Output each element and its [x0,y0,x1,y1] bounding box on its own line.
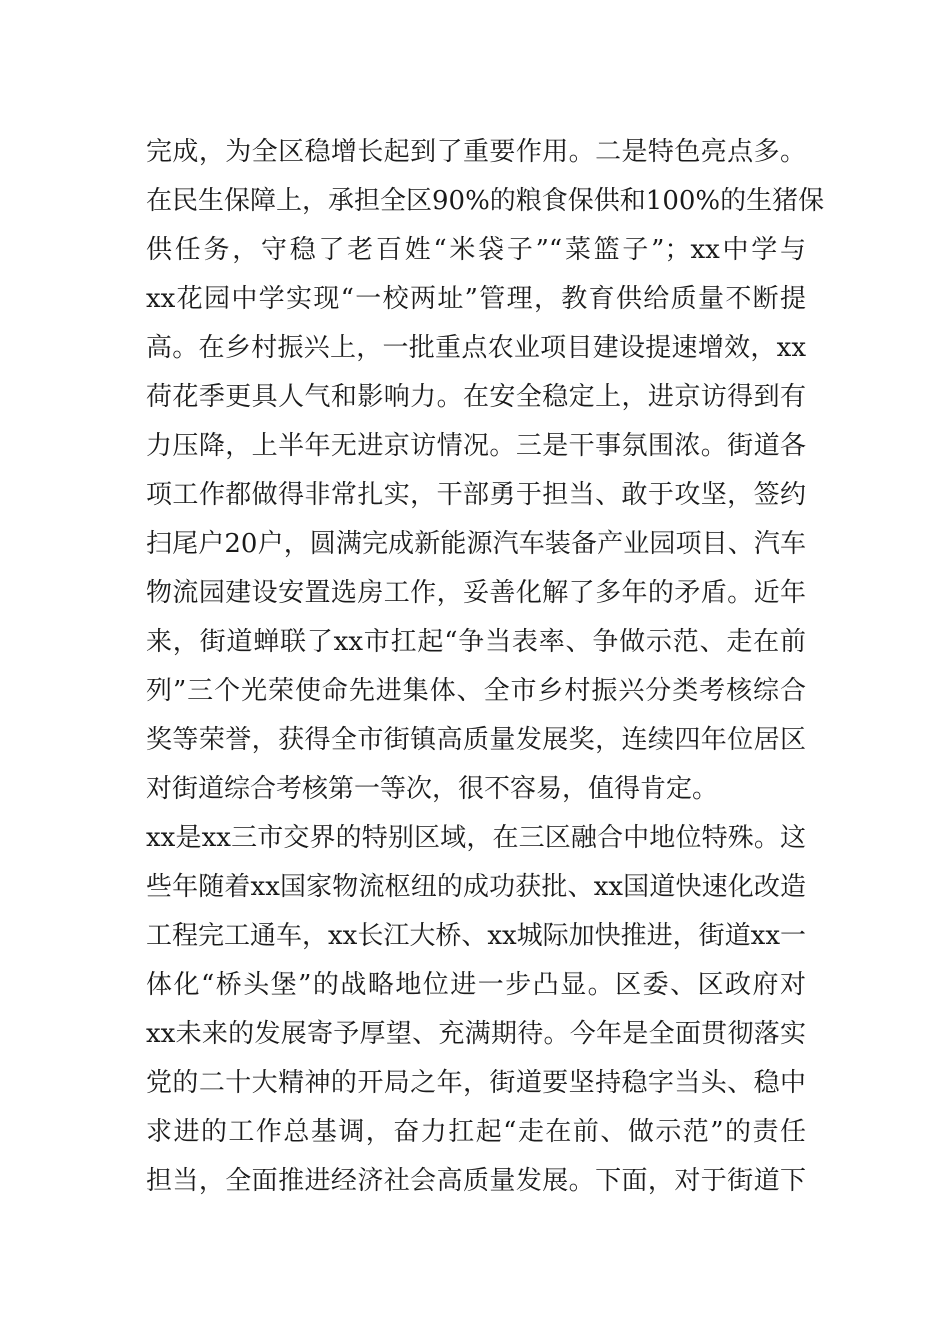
text-line: xx是xx三市交界的特别区域，在三区融合中地位特殊。这 [146,823,806,853]
text-line: 求进的工作总基调，奋力扛起“走在前、做示范”的责任 [146,1117,806,1147]
text-line: 扫尾户20户，圆满完成新能源汽车装备产业园项目、汽车 [146,529,806,559]
text-line: 荷花季更具人气和影响力。在安全稳定上，进京访得到有 [146,382,806,412]
text-line: 奖等荣誉，获得全市街镇高质量发展奖，连续四年位居区 [146,725,806,755]
text-line: 物流园建设安置选房工作，妥善化解了多年的矛盾。近年 [146,578,806,608]
text-line: 体化“桥头堡”的战略地位进一步凸显。区委、区政府对 [146,970,806,1000]
text-line: 党的二十大精神的开局之年，街道要坚持稳字当头、稳中 [146,1068,806,1098]
text-line: 力压降，上半年无进京访情况。三是干事氛围浓。街道各 [146,431,806,461]
text-line: 完成，为全区稳增长起到了重要作用。二是特色亮点多。 [146,137,806,167]
document-body [146,128,825,1206]
text-line: 项工作都做得非常扎实，干部勇于担当、敢于攻坚，签约 [146,480,806,510]
text-line: 在民生保障上，承担全区90%的粮食保供和100%的生猪保 [146,186,825,216]
text-line: 高。在乡村振兴上，一批重点农业项目建设提速增效，xx [146,333,806,363]
text-line: 来，街道蝉联了xx市扛起“争当表率、争做示范、走在前 [146,627,806,657]
text-line: 供任务，守稳了老百姓“米袋子”“菜篮子”；xx中学与 [146,235,806,265]
text-line: 担当，全面推进经济社会高质量发展。下面，对于街道下 [146,1166,806,1196]
text-line: xx花园中学实现“一校两址”管理，教育供给质量不断提 [146,284,806,314]
text-line: xx未来的发展寄予厚望、充满期待。今年是全面贯彻落实 [146,1019,806,1049]
paragraph-1 [146,128,825,814]
text-line: 列”三个光荣使命先进集体、全市乡村振兴分类考核综合 [146,676,806,706]
paragraph-2 [146,814,806,1206]
text-line: 对街道综合考核第一等次，很不容易，值得肯定。 [146,774,719,804]
text-line: 些年随着xx国家物流枢纽的成功获批、xx国道快速化改造 [146,872,806,902]
text-line: 工程完工通车，xx长江大桥、xx城际加快推进，街道xx一 [146,921,806,951]
